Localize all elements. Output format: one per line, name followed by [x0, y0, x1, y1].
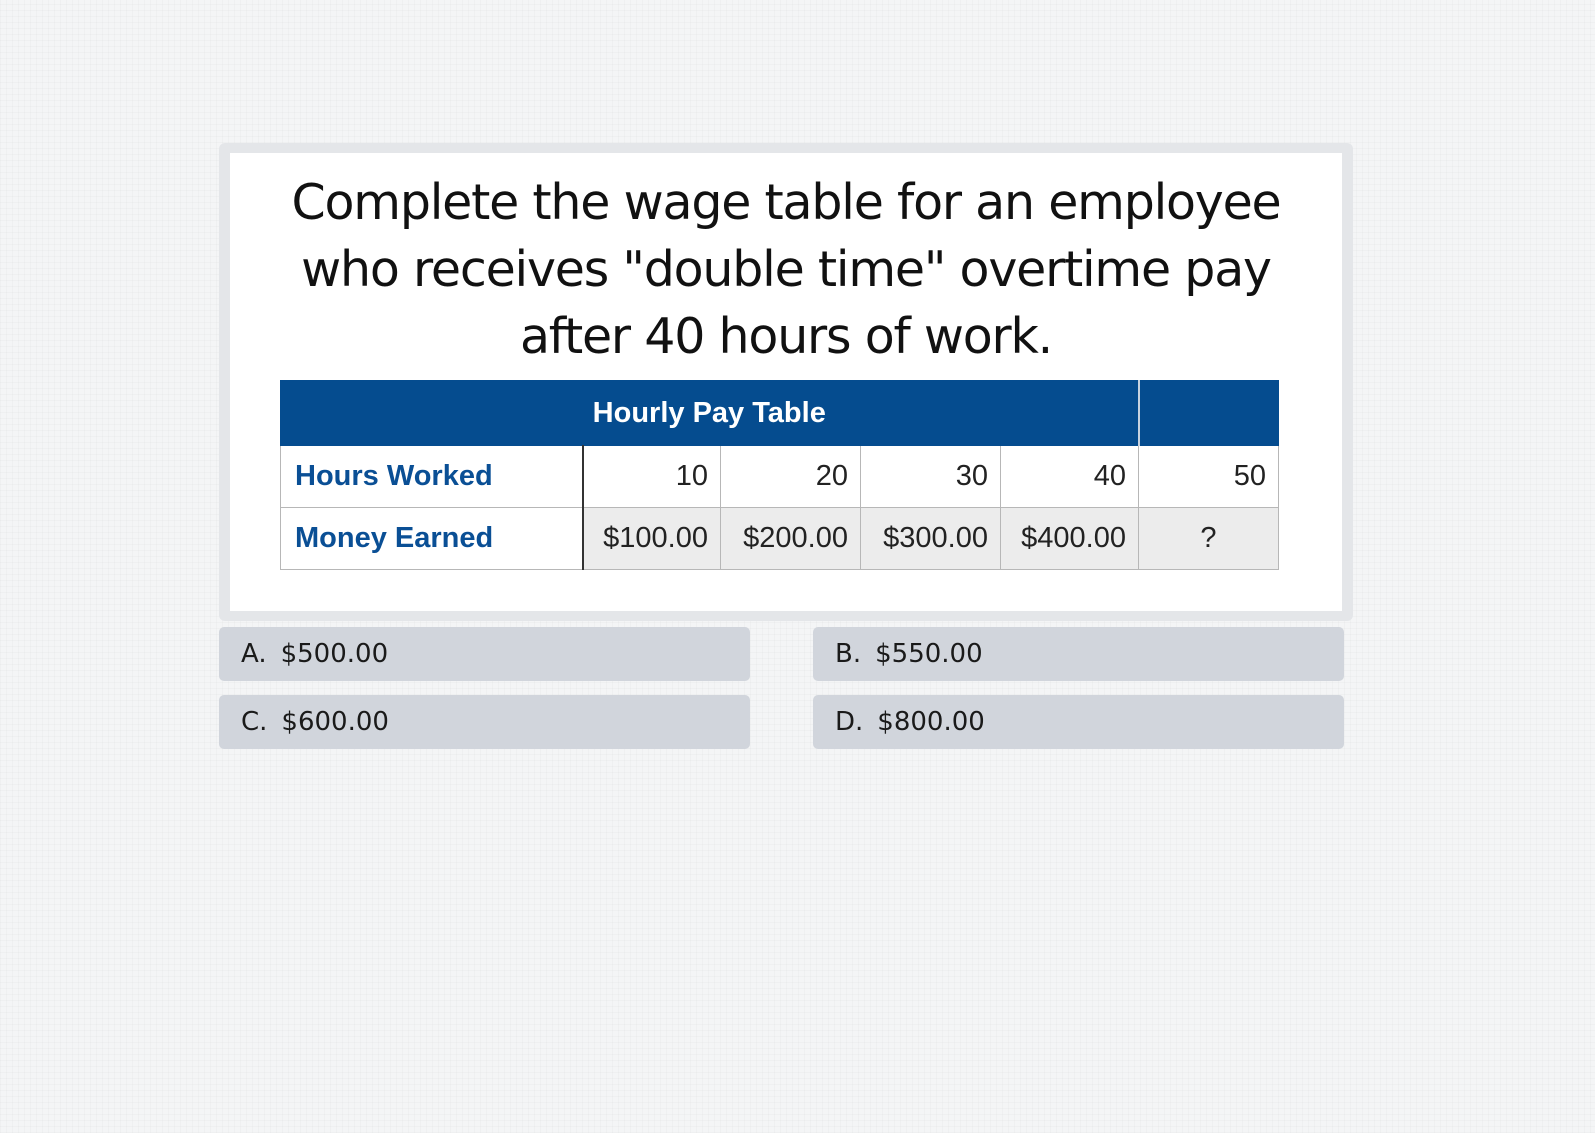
table-header-spacer	[1139, 381, 1279, 446]
prompt-line: after 40 hours of work.	[519, 308, 1053, 365]
answer-choice-d[interactable]	[813, 695, 1344, 749]
table-cell: 40	[1001, 446, 1139, 508]
question-image	[230, 153, 1342, 611]
table-cell: 30	[861, 446, 1001, 508]
hourly-pay-table	[280, 380, 1279, 570]
prompt-line: Complete the wage table for an employee	[291, 174, 1281, 231]
table-header-row	[281, 381, 1279, 446]
table-cell: 10	[583, 446, 721, 508]
table-cell: $200.00	[721, 508, 861, 570]
answer-choice-c[interactable]	[219, 695, 750, 749]
choice-letter: D.	[835, 707, 864, 737]
choice-text: $550.00	[875, 639, 983, 669]
choice-text: $800.00	[877, 707, 985, 737]
table-row	[281, 508, 1279, 570]
prompt-line: who receives "double time" overtime pay	[301, 241, 1271, 298]
unknown-value-cell: ?	[1139, 508, 1279, 570]
choice-letter: C.	[241, 707, 268, 737]
table-cell: $100.00	[583, 508, 721, 570]
table-cell: 50	[1139, 446, 1279, 508]
question-prompt	[230, 169, 1342, 370]
row-label-hours-worked: Hours Worked	[281, 446, 583, 508]
answer-choice-a[interactable]	[219, 627, 750, 681]
question-card	[219, 143, 1353, 621]
table-cell: 20	[721, 446, 861, 508]
answer-choice-b[interactable]	[813, 627, 1344, 681]
table-row	[281, 446, 1279, 508]
row-label-money-earned: Money Earned	[281, 508, 583, 570]
choice-letter: A.	[241, 639, 267, 669]
table-cell: $300.00	[861, 508, 1001, 570]
choice-text: $500.00	[280, 639, 389, 669]
table-cell: $400.00	[1001, 508, 1139, 570]
choice-text: $600.00	[281, 707, 389, 737]
choice-letter: B.	[835, 639, 862, 669]
table-title: Hourly Pay Table	[281, 381, 1139, 446]
